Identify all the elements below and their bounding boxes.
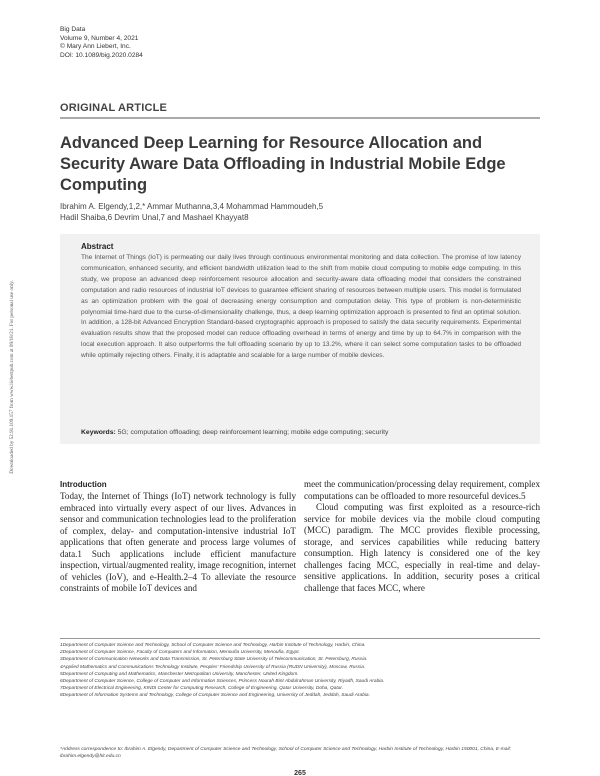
keywords-list: 5G; computation offloading; deep reinforcement learning; mobile edge computing; security <box>117 429 389 436</box>
author-line-1: Ibrahim A. Elgendy,1,2,* Ammar Muthanna,3,4 Mohammad Hammoudeh,5 <box>60 202 324 211</box>
intro-paragraph-2: Cloud computing was first exploited as a resource-rich service for mobile devices via the mobile cloud computing (MCC) paradigm. The MCC provides flexible processing, storage, and services capabilities while reducing battery consumption. High latency is considered one of the key challenges facing MCC, especially in real-time and delay-sensitive applications. In addition, security poses a critical challenge that faces MCC, where <box>304 502 540 593</box>
journal-info <box>60 26 143 61</box>
footnote-4: 4Applied Mathematics and Communications Technology Institute, Peoples' Friendship University of Russia (RUDN University), Moscow, Russia. <box>60 664 366 670</box>
keywords-label: Keywords: <box>81 429 116 436</box>
keywords-line <box>81 429 521 436</box>
footnote-7: 7Department of Electrical Engineering, KINDI Center for Computing Research, College of Engineering, Qatar University, Doha, Qatar. <box>60 686 344 692</box>
intro-paragraph-1: Today, the Internet of Things (IoT) network technology is fully embraced into virtually every aspect of our lives. Advances in sensor and communication technologies lead to the proliferation of complex, delay- and computation-intensive industrial IoT applications that often generate and process large volumes of data.1 Such applications include efficient manufacture inspection, virtual/augmented reality, image recognition, internet of vehicles (IoV), and e-Health.2–4 To alleviate the resource constraints of mobile IoT devices and <box>60 491 296 594</box>
intro-paragraph-continued: meet the communication/processing delay requirement, complex computations can be offloaded to more resourceful devices.5 <box>304 479 540 501</box>
abstract-heading: Abstract <box>81 242 114 251</box>
body-column-left <box>60 479 296 595</box>
footnote-3: 3Department of Communication Networks and Data Transmission, St. Petersburg State University of Telecommunication, St. Petersburg, Russia. <box>60 657 368 663</box>
paper-title: Advanced Deep Learning for Resource Allocation and Security Aware Data Offloading in Industrial Mobile Edge Computing <box>60 134 506 194</box>
footnote-divider <box>60 638 540 639</box>
author-list <box>60 201 540 223</box>
affiliation-footnotes <box>60 642 540 700</box>
journal-doi[interactable]: DOI: 10.1089/big.2020.0284 <box>60 52 143 60</box>
download-side-note <box>8 258 16 498</box>
article-type-label: ORIGINAL ARTICLE <box>60 102 168 114</box>
footnote-6: 6Department of Computer Science, College of Computer and Information Sciences, Princess Nourah Bint Abdulrahman University, Riyadh, Saudi Arabia. <box>60 679 385 685</box>
author-line-2: Hadil Shaiba,6 Devrim Unal,7 and Mashael Khayyat8 <box>60 213 249 222</box>
page-number: 265 <box>294 770 306 776</box>
footnote-5: 5Department of Computing and Mathematics, Manchester Metropolitan University, Manchester, United Kingdom. <box>60 671 299 677</box>
footnote-2: 2Department of Computer Science, Faculty of Computers and Information, Menoufia University, Menoufia, Egypt. <box>60 650 300 656</box>
header-divider <box>60 117 540 119</box>
journal-volume: Volume 9, Number 4, 2021 <box>60 34 139 42</box>
journal-name: Big Data <box>60 26 86 33</box>
footnote-1: 1Department of Computer Science and Technology, School of Computer Science and Technology, Harbin Institute of Technology, Harbin, China. <box>60 643 366 648</box>
introduction-heading: Introduction <box>60 480 107 489</box>
correspondence-address: *Address correspondence to: Ibrahim A. Elgendy, Department of Computer Science and Technology, School of Computer Science and Technology, Harbin Institute of Technology, Harbin 150001, China, E-mail: ibrahim.elgendy@hit.edu.cn <box>60 747 512 760</box>
journal-copyright: © Mary Ann Liebert, Inc. <box>60 43 131 51</box>
footnote-8: 8Department of Information Systems and Technology, College of Computer Science and Engineering, University of Jeddah, Jeddah, Saudi Arabia. <box>60 693 370 699</box>
download-note-text: Downloaded by 52.91.109.157 from www.liebertpub.com at 09/18/21. For personal use only. <box>9 280 15 474</box>
abstract-text: The Internet of Things (IoT) is permeating our daily lives through continuous environmental monitoring and data collection. The promise of low latency communication, enhanced security, and efficient bandwidth utilization lead to the shift from mobile cloud computing to mobile edge computing. In this study, we propose an advanced deep reinforcement resource allocation and security-aware data offloading model that considers the constrained computation and radio resources of industrial IoT devices to guarantee efficient sharing of resources between multiple users. This model is formulated as an optimization problem with the goal of decreasing energy consumption and computation delay. This type of problem is non-deterministic polynomial time-hard due to the curse-of-dimensionality challenge, thus, a deep learning optimization approach is presented to find an optimal solution. In addition, a 128-bit Advanced Encryption Standard-based cryptographic approach is proposed to satisfy the data security requirements. Experimental evaluation results show that the proposed model can reduce offloading overhead in terms of energy and time by up to 64.7% in comparison with the local execution approach. It also outperforms the full offloading scenario by up to 13.2%, where it can select some computation tasks to be offloaded while optimally rejecting others. Finally, it is adaptable and scalable for a large number of mobile devices. <box>81 254 521 360</box>
body-column-right <box>304 479 540 594</box>
